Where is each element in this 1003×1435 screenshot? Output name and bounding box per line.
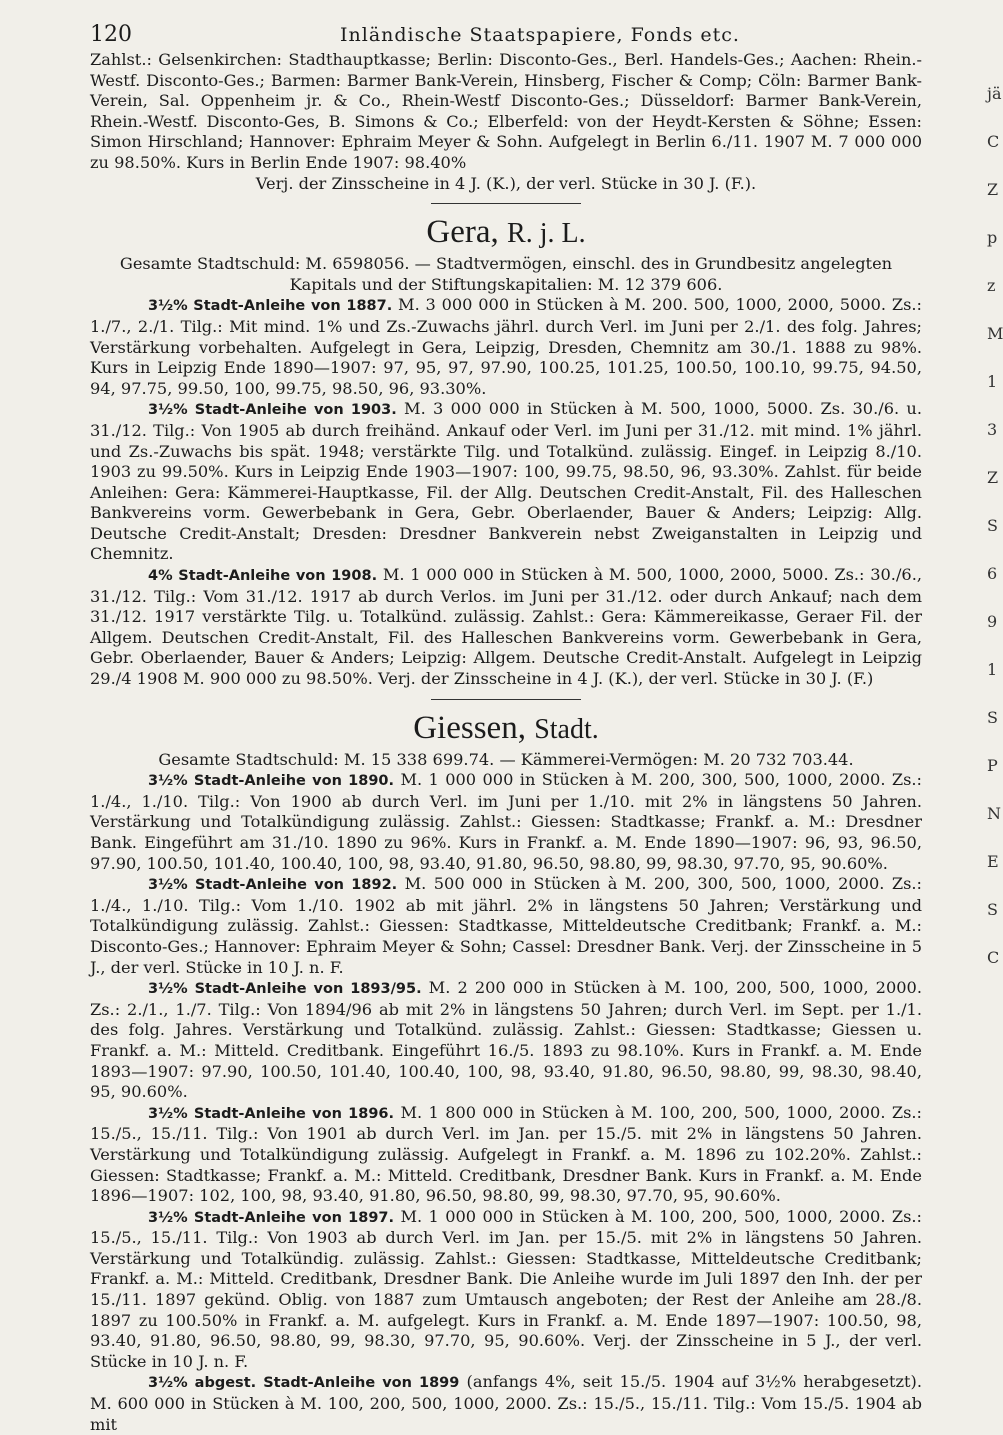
edge-fragment: 3 [987, 420, 998, 439]
section-divider [431, 203, 581, 204]
intro-paragraph: Zahlst.: Gelsenkirchen: Stadthauptkasse; Berlin: Disconto-Ges., Berl. Handels-Ges.; Aachen: Rhein.-Westf. Disconto-Ges.; Barmen: Barmer Bank-Verein, Hinsberg, Fischer & Comp; Cöln: Barmer Bank-Verein, Sal. Oppenheim jr. & Co., Rhein-Westf Disconto-Ges.; Düsseldorf: Barmer Bank-Verein, Rhein.-Westf. Disconto-Ges, B. Simons & Co.; Elberfeld: von der Heydt-Kersten & Söhne; Essen: Simon Hirschland; Hannover: Ephraim Meyer & Sohn. Aufgelegt in Berlin 6./11. 1907 M. 7 000 000 zu 98.50%. Kurs in Berlin Ende 1907: 98.40% [90, 50, 922, 172]
loan-text: M. 500 000 in Stücken à M. 200, 300, 500, 1000, 2000. Zs.: 1./4., 1./10. Tilg.: Vom 1./10. 1902 ab mit jährl. 2% in längstens 50 Jahren; Verstärkung und Totalkündigung zulässig. Zahlst.: Giessen: Stadtkasse, Mitteldeutsche Creditbank; Frankf. a. M.: Disconto-Ges.; Hannover: Ephraim Meyer & Sohn; Cassel: Dresdner Bank. Verj. der Zinsscheine in 5 J., der verl. Stücke in 10 J. n. F. [90, 874, 922, 977]
edge-fragment: S [987, 516, 998, 535]
loan-heading: 4% Stadt-Anleihe von 1908. [148, 568, 378, 585]
loan-heading: 3½% Stadt-Anleihe von 1892. [148, 877, 398, 894]
edge-fragment: C [987, 948, 1000, 967]
giessen-title: Giessen, [413, 709, 526, 746]
giessen-heading [90, 708, 922, 750]
loan-entry [90, 978, 922, 1103]
loan-heading: 3½% Stadt-Anleihe von 1887. [148, 298, 393, 315]
loan-entry [90, 1103, 922, 1207]
loan-entry [90, 1207, 922, 1373]
giessen-summary: Gesamte Stadtschuld: M. 15 338 699.74. — Kämmerei-Vermögen: M. 20 732 703.44. [158, 749, 854, 769]
edge-fragment: M [987, 324, 1003, 343]
edge-fragment: E [987, 852, 999, 871]
edge-fragment: jä [987, 84, 1002, 103]
gera-subtitle: R. j. L. [507, 218, 586, 250]
edge-fragment: S [987, 900, 998, 919]
adjacent-page-edge [987, 70, 1003, 982]
gera-title: Gera, [426, 214, 499, 251]
loan-text: M. 2 200 000 in Stücken à M. 100, 200, 500, 1000, 2000. Zs.: 2./1., 1./7. Tilg.: Von 1894/96 ab mit 2% in längstens 50 Jahren; durch Verl. im Sept. per 1./1. des folg. Jahres. Verstärkung und Totalkünd. zulässig. Zahlst.: Giessen: Stadtkasse; Giessen u. Frankf. a. M.: Mitteld. Creditbank. Eingeführt 16./5. 1893 zu 98.10%. Kurs in Frankf. a. M. Ende 1893—1907: 97.90, 100.50, 101.40, 100.40, 100, 98, 93.40, 91.80, 96.50, 98.80, 99, 98.30, 98.40, 95, 90.60%. [90, 978, 923, 1102]
edge-fragment: 1 [987, 372, 998, 391]
loan-entry [90, 1372, 922, 1435]
loan-text: M. 3 000 000 in Stücken à M. 500, 1000, 5000. Zs. 30./6. u. 31./12. Tilg.: Von 1905 ab durch freihänd. Ankauf oder Verl. im Juni per 31./12. mit mind. 1% jährl. und Zs.-Zuwachs bis spät. 1948; verstärkte Tilg. und Totalkünd. zulässig. Eingef. in Leipzig 8./10. 1903 zu 99.50%. Kurs in Leipzig Ende 1903—1907: 100, 99.75, 98.50, 96, 93.30%. Zahlst. für beide Anleihen: Gera: Kämmerei-Hauptkasse, Fil. der Allg. Deutschen Credit-Anstalt, Fil. des Halleschen Bankvereins vorm. Gewerbebank in Gera, Gebr. Oberlaender, Bauer & Anders; Leipzig: Allg. Deutsche Credit-Anstalt; Dresden: Dresdner Bankverein nebst Zweiganstalten in Leipzig und Chemnitz. [90, 399, 922, 564]
edge-fragment: N [987, 804, 1001, 823]
edge-fragment: P [987, 756, 998, 775]
edge-fragment: 1 [987, 660, 998, 679]
giessen-section [90, 708, 922, 1435]
edge-fragment: p [987, 228, 998, 247]
edge-fragment: Z [987, 180, 999, 199]
page [90, 20, 922, 1435]
loan-entry [90, 565, 922, 690]
loan-text: (anfangs 4%, seit 15./5. 1904 auf 3½% herabgesetzt). M. 600 000 in Stücken à M. 100, 200, 500, 1000, 2000. Zs.: 15./5., 15./11. Tilg.: Vom 15./5. 1904 ab mit [90, 1372, 922, 1434]
edge-fragment: z [987, 276, 996, 295]
edge-fragment: S [987, 708, 998, 727]
loan-text: M. 1 800 000 in Stücken à M. 100, 200, 500, 1000, 2000. Zs.: 15./5., 15./11. Tilg.: Von 1901 ab durch Verl. im Jan. per 15./5. mit 2% in längstens 50 Jahren. Verstärkung und Totalkündigung zulässig. Aufgelegt in Frankf. a. M. 1896 zu 102.20%. Zahlst.: Giessen: Stadtkasse; Frankf. a. M.: Mitteld. Creditbank, Dresdner Bank. Kurs in Frankf. a. M. Ende 1896—1907: 102, 100, 98, 93.40, 91.80, 96.50, 98.80, 99, 98.30, 97.70, 95, 90.60%. [90, 1102, 923, 1206]
gera-section [90, 212, 922, 689]
loan-entry [90, 770, 922, 874]
edge-fragment: 6 [987, 564, 998, 583]
loan-entry [90, 399, 922, 565]
intro-verj: Verj. der Zinsscheine in 4 J. (K.), der verl. Stücke in 30 J. (F.). [255, 173, 757, 193]
section-divider [431, 699, 581, 700]
loan-heading: 3½% Stadt-Anleihe von 1903. [148, 402, 397, 419]
gera-heading [90, 212, 922, 254]
loan-heading: 3½% abgest. Stadt-Anleihe von 1899 [148, 1375, 460, 1392]
loan-entry [90, 874, 922, 978]
intro-block [90, 50, 922, 194]
edge-fragment: C [987, 132, 1000, 151]
loan-heading: 3½% Stadt-Anleihe von 1890. [148, 773, 395, 790]
loan-heading: 3½% Stadt-Anleihe von 1896. [148, 1105, 395, 1122]
giessen-subtitle: Stadt. [534, 713, 599, 745]
loan-text: M. 1 000 000 in Stücken à M. 500, 1000, 2000, 5000. Zs.: 30./6., 31./12. Tilg.: Vom 31./12. 1917 ab durch Verlos. im Juni per 31./12. oder durch Ankauf; nach dem 31./12. 1917 verstärkte Tilg. u. Totalkünd. zulässig. Zahlst.: Gera: Kämmereikasse, Geraer Fil. der Allgem. Deutschen Credit-Anstalt, Fil. des Halleschen Bankvereins vorm. Gewerbebank in Gera, Gebr. Oberlaender, Bauer & Anders; Leipzig: Allgem. Deutsche Credit-Anstalt. Aufgelegt in Leipzig 29./4 1908 M. 900 000 zu 98.50%. Verj. der Zinsscheine in 4 J. (K.), der verl. Stücke in 30 J. (F.) [90, 565, 922, 689]
gera-summary: Gesamte Stadtschuld: M. 6598056. — Stadtvermögen, einschl. des in Grundbesitz angelegten Kapitals und der Stiftungskapitalien: M. 12 379 606. [119, 254, 893, 294]
loan-heading: 3½% Stadt-Anleihe von 1893/95. [148, 981, 422, 998]
loan-text: M. 3 000 000 in Stücken à M. 200. 500, 1000, 2000, 5000. Zs.: 1./7., 2./1. Tilg.: Mit mind. 1% und Zs.-Zuwachs jährl. durch Verl. im Juni per 2./1. des folg. Jahres; Verstärkung vorbehalten. Aufgelegt in Gera, Leipzig, Dresden, Chemnitz am 30./1. 1888 zu 98%. Kurs in Leipzig Ende 1890—1907: 97, 95, 97, 97.90, 100.25, 101.25, 100.50, 100.10, 99.75, 94.50, 94, 97.75, 99.50, 100, 99.75, 98.50, 96, 93.30%. [90, 295, 922, 398]
loan-text: M. 1 000 000 in Stücken à M. 200, 300, 500, 1000, 2000. Zs.: 1./4., 1./10. Tilg.: Von 1900 ab durch Verl. im Juni per 1./10. mit 2% in längstens 50 Jahren. Verstärkung und Totalkündigung zulässig. Zahlst.: Giessen: Stadtkasse; Frankf. a. M.: Dresdner Bank. Eingeführt am 31./10. 1890 zu 96%. Kurs in Frankf. a. M. Ende 1890—1907: 96, 93, 96.50, 97.90, 100.50, 101.40, 100.40, 100, 98, 93.40, 91.80, 96.50, 98.80, 99, 98.30, 97.70, 95, 90.60%. [90, 770, 923, 873]
loan-entry [90, 295, 922, 399]
page-header [90, 20, 922, 50]
page-number: 120 [90, 22, 132, 47]
edge-fragment: Z [987, 468, 999, 487]
running-title: Inländische Staatspapiere, Fonds etc. [340, 24, 740, 46]
loan-heading: 3½% Stadt-Anleihe von 1897. [148, 1209, 395, 1226]
edge-fragment: 9 [987, 612, 998, 631]
loan-text: M. 1 000 000 in Stücken à M. 100, 200, 500, 1000, 2000. Zs.: 15./5., 15./11. Tilg.: Von 1903 ab durch Verl. im Jan. per 15./5. mit 2% in längstens 50 Jahren. Verstärkung und Totalkündig. zulässig. Zahlst.: Giessen: Stadtkasse, Mitteldeutsche Creditbank; Frankf. a. M.: Mitteld. Creditbank, Dresdner Bank. Die Anleihe wurde im Juli 1897 den Inh. der per 15./11. 1897 gekünd. Oblig. von 1887 zum Umtausch angeboten; der Rest der Anleihe am 28./8. 1897 zu 100.50% in Frankf. a. M. aufgelegt. Kurs in Frankf. a. M. Ende 1897—1907: 100.50, 98, 93.40, 91.80, 96.50, 98.80, 99, 98.30, 97.70, 95, 90.60%. Verj. der Zinsscheine in 5 J., der verl. Stücke in 10 J. n. F. [90, 1206, 923, 1371]
